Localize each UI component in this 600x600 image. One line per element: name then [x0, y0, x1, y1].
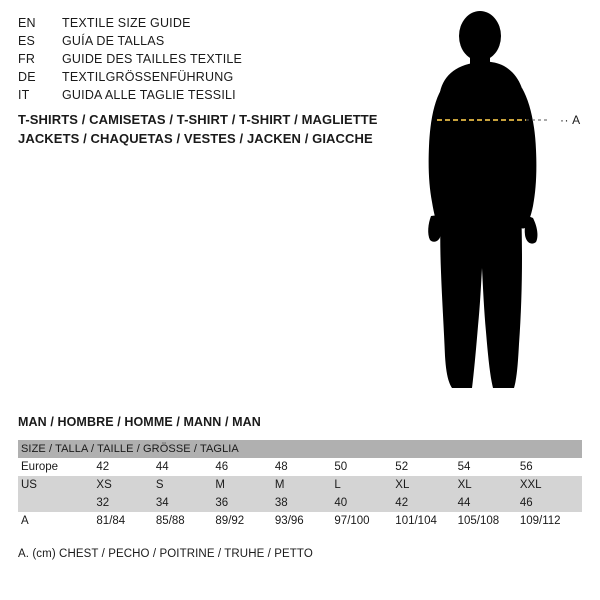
language-row: [18, 14, 398, 32]
table-cell: 38: [275, 494, 335, 512]
table-cell: XS: [96, 476, 156, 494]
language-code: DE: [18, 70, 36, 84]
table-cell: 89/92: [215, 512, 275, 530]
table-cell: 48: [275, 458, 335, 476]
table-cell: 101/104: [395, 512, 457, 530]
table-cell: 44: [458, 494, 520, 512]
language-text: TEXTILE SIZE GUIDE: [62, 16, 191, 30]
table-cell: 93/96: [275, 512, 335, 530]
table-cell: 81/84: [96, 512, 156, 530]
table-cell: 46: [215, 458, 275, 476]
category-list: [18, 110, 438, 148]
table-cell: 56: [520, 458, 582, 476]
category-tshirts: T-SHIRTS / CAMISETAS / T-SHIRT / T-SHIRT / MAGLIETTE: [18, 112, 378, 127]
language-row: [18, 32, 398, 50]
table-header-row: [18, 440, 582, 458]
table-cell: 40: [334, 494, 395, 512]
language-code: EN: [18, 16, 36, 30]
language-text: TEXTILGRÖSSENFÜHRUNG: [62, 70, 234, 84]
silhouette-icon: [400, 10, 595, 400]
row-label: A: [18, 512, 96, 530]
table-cell: 44: [156, 458, 216, 476]
size-table: [18, 440, 582, 530]
language-text: GUÍA DE TALLAS: [62, 34, 165, 48]
table-cell: L: [334, 476, 395, 494]
language-row: [18, 68, 398, 86]
table-cell: 97/100: [334, 512, 395, 530]
language-text: GUIDE DES TAILLES TEXTILE: [62, 52, 243, 66]
table-cell: S: [156, 476, 216, 494]
row-label: US: [18, 476, 96, 494]
table-cell: 32: [96, 494, 156, 512]
table-cell: 50: [334, 458, 395, 476]
category-jackets: JACKETS / CHAQUETAS / VESTES / JACKEN / GIACCHE: [18, 131, 373, 146]
table-cell: 85/88: [156, 512, 216, 530]
table-header-label: SIZE / TALLA / TAILLE / GRÖSSE / TAGLIA: [18, 440, 582, 458]
table-cell: XXL: [520, 476, 582, 494]
table-cell: XL: [395, 476, 457, 494]
table-row: [18, 476, 582, 494]
language-code: IT: [18, 88, 30, 102]
table-cell: 34: [156, 494, 216, 512]
table-cell: 46: [520, 494, 582, 512]
table-cell: XL: [458, 476, 520, 494]
male-silhouette-figure: [400, 10, 595, 400]
language-row: [18, 50, 398, 68]
table-row: [18, 512, 582, 530]
footnote: A. (cm) CHEST / PECHO / POITRINE / TRUHE / PETTO: [18, 548, 313, 560]
language-text: GUIDA ALLE TAGLIE TESSILI: [62, 88, 236, 102]
table-row: [18, 458, 582, 476]
language-code: FR: [18, 52, 36, 66]
row-label: Europe: [18, 458, 96, 476]
table-row: [18, 494, 582, 512]
table-cell: M: [275, 476, 335, 494]
measure-label-a: ·· A: [560, 113, 581, 127]
language-row: [18, 86, 398, 104]
table-cell: 36: [215, 494, 275, 512]
table-cell: 42: [96, 458, 156, 476]
row-label: [18, 494, 96, 512]
table-title: MAN / HOMBRE / HOMME / MANN / MAN: [18, 415, 261, 429]
language-list: [18, 14, 398, 104]
table-cell: 42: [395, 494, 457, 512]
language-code: ES: [18, 34, 36, 48]
table-cell: 105/108: [458, 512, 520, 530]
table-cell: 54: [458, 458, 520, 476]
table-cell: 109/112: [520, 512, 582, 530]
table-cell: M: [215, 476, 275, 494]
table-cell: 52: [395, 458, 457, 476]
